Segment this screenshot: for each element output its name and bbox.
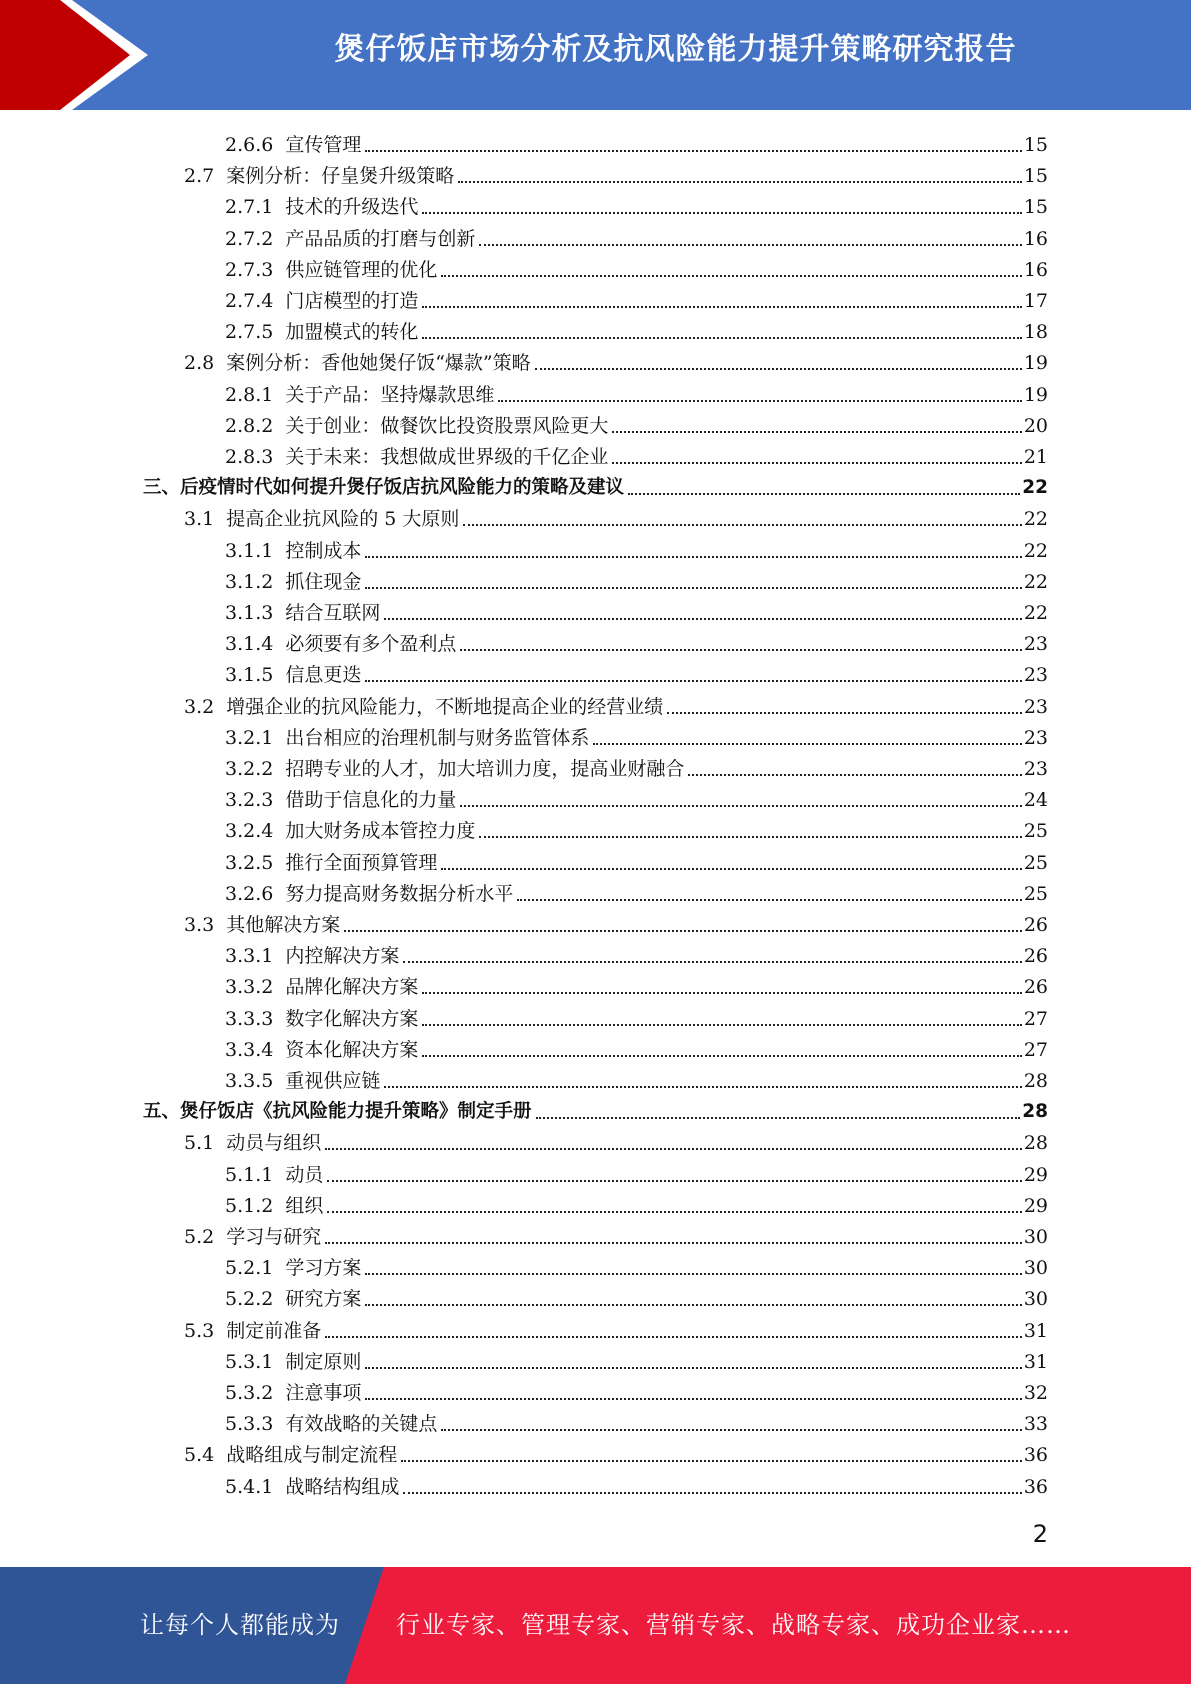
toc-entry-text — [225, 601, 380, 625]
toc-entry[interactable] — [225, 1000, 1048, 1031]
page-number: 2 — [1032, 1520, 1048, 1548]
toc-entry-page: 31 — [1023, 1350, 1048, 1373]
toc-entry[interactable] — [225, 1156, 1048, 1187]
toc-entry[interactable] — [225, 781, 1048, 812]
toc-entry-number: 3.1.5 — [225, 664, 274, 687]
toc-entry-page: 25 — [1023, 882, 1048, 905]
toc-entry-number: 3.2 — [184, 695, 215, 718]
toc-entry-number: 5.3 — [184, 1319, 215, 1342]
toc-dot-leader — [593, 743, 1021, 745]
toc-entry-page: 19 — [1023, 383, 1048, 406]
toc-entry[interactable] — [225, 376, 1048, 407]
toc-dot-leader — [460, 649, 1021, 651]
toc-entry-title: 信息更迭 — [285, 664, 362, 687]
toc-entry-page: 28 — [1023, 1070, 1048, 1092]
toc-entry-text — [143, 1100, 532, 1124]
toc-entry-page: 19 — [1023, 352, 1048, 375]
toc-dot-leader — [384, 618, 1021, 620]
toc-entry[interactable] — [225, 1343, 1048, 1374]
toc-entry-text — [184, 164, 454, 188]
toc-entry-title: 注意事项 — [285, 1382, 362, 1404]
toc-dot-leader — [327, 1180, 1021, 1182]
toc-dot-leader — [365, 1398, 1021, 1400]
toc-entry-title: 五、煲仔饭店《抗风险能力提升策略》制定手册 — [143, 1101, 532, 1123]
toc-entry-page: 15 — [1023, 165, 1048, 188]
toc-entry[interactable] — [184, 906, 1048, 937]
toc-entry-number: 3.3.5 — [225, 1070, 274, 1092]
toc-entry-title: 加大财务成本管控力度 — [285, 820, 476, 843]
toc-dot-leader — [441, 275, 1021, 277]
toc-entry[interactable] — [184, 344, 1048, 375]
toc-entry-page: 23 — [1023, 726, 1048, 749]
toc-entry-text — [225, 1381, 361, 1405]
toc-entry-text — [225, 663, 361, 687]
footer-roles: 行业专家、管理专家、营销专家、战略专家、成功企业家…… — [396, 1611, 1071, 1639]
toc-entry-title: 控制成本 — [285, 539, 362, 562]
toc-dot-leader — [422, 212, 1021, 214]
toc-entry[interactable] — [184, 1312, 1048, 1343]
toc-entry-title: 出台相应的治理机制与财务监管体系 — [285, 726, 590, 749]
toc-entry-text — [225, 1163, 323, 1187]
toc-entry[interactable] — [184, 1218, 1048, 1249]
toc-entry-number: 5.1 — [184, 1132, 215, 1155]
toc-dot-leader — [628, 493, 1020, 495]
toc-entry-title: 战略结构组成 — [285, 1475, 400, 1498]
toc-entry-text — [225, 539, 361, 563]
toc-entry-page: 27 — [1023, 1038, 1048, 1061]
toc-entry-number: 3.1.4 — [225, 633, 274, 656]
toc-entry-text — [184, 1319, 321, 1343]
toc-entry-text — [225, 975, 418, 999]
toc-entry-number: 3.3.4 — [225, 1038, 274, 1061]
toc-entry-title: 产品品质的打磨与创新 — [285, 227, 476, 250]
toc-entry-page: 31 — [1023, 1319, 1048, 1342]
toc-dot-leader — [365, 587, 1021, 589]
toc-entry-number: 3.2.5 — [225, 851, 274, 874]
toc-dot-leader — [667, 712, 1022, 714]
toc-entry-text — [225, 570, 361, 594]
toc-dot-leader — [401, 1460, 1022, 1462]
toc-entry-text — [225, 1007, 418, 1031]
toc-entry-number: 3.1.1 — [225, 539, 274, 562]
toc-entry-text — [225, 632, 456, 656]
toc-entry[interactable] — [225, 937, 1048, 968]
toc-entry-page: 26 — [1023, 976, 1048, 999]
toc-entry-number: 5.3.2 — [225, 1382, 274, 1404]
toc-entry-page: 15 — [1023, 134, 1048, 156]
toc-entry-page: 28 — [1023, 1132, 1048, 1155]
toc-entry[interactable] — [225, 875, 1048, 906]
toc-entry[interactable] — [225, 251, 1048, 282]
toc-entry[interactable] — [225, 188, 1048, 219]
toc-dot-leader — [612, 431, 1021, 433]
toc-dot-leader — [612, 462, 1021, 464]
toc-entry[interactable] — [184, 500, 1048, 531]
toc-entry[interactable] — [225, 313, 1048, 344]
toc-entry-number: 3.3.2 — [225, 976, 274, 999]
toc-entry-number: 2.8.3 — [225, 446, 274, 468]
toc-entry[interactable] — [225, 282, 1048, 313]
toc-entry[interactable] — [225, 1405, 1048, 1436]
toc-entry-number: 3.2.6 — [225, 882, 274, 905]
toc-entry-text — [225, 1069, 380, 1093]
toc-entry-text — [225, 1287, 361, 1311]
toc-entry-page: 23 — [1023, 664, 1048, 687]
toc-entry-text — [225, 819, 475, 843]
toc-entry-page: 30 — [1023, 1288, 1048, 1311]
toc-entry-text — [225, 757, 684, 781]
toc-entry-page: 29 — [1023, 1194, 1048, 1217]
toc-entry-title: 推行全面预算管理 — [285, 851, 438, 874]
toc-dot-leader — [458, 181, 1022, 183]
toc-entry[interactable] — [225, 1249, 1048, 1280]
toc-entry-text — [225, 258, 437, 282]
toc-entry-number: 2.8 — [184, 352, 215, 375]
toc-dot-leader — [344, 930, 1022, 932]
toc-entry-title: 招聘专业的人才，加大培训力度，提高业财融合 — [285, 758, 685, 780]
toc-entry-text — [225, 133, 361, 157]
toc-entry[interactable] — [225, 719, 1048, 750]
toc-entry-number: 2.7.2 — [225, 227, 274, 250]
toc-dot-leader — [325, 1148, 1022, 1150]
toc-entry-title: 门店模型的打造 — [285, 290, 419, 312]
toc-entry-title: 案例分析：仔皇煲升级策略 — [226, 165, 455, 188]
toc-entry[interactable] — [225, 594, 1048, 625]
toc-entry-page: 16 — [1023, 258, 1048, 281]
toc-entry-number: 3.2.2 — [225, 758, 274, 780]
toc-entry[interactable] — [225, 220, 1048, 251]
toc-entry-text — [225, 414, 608, 438]
toc-entry-title: 其他解决方案 — [226, 914, 341, 936]
toc-entry-number: 3.3 — [184, 914, 215, 936]
toc-dot-leader — [479, 836, 1021, 838]
toc-entry[interactable] — [225, 968, 1048, 999]
toc-entry[interactable] — [225, 750, 1048, 781]
toc-entry-text — [225, 227, 475, 251]
toc-entry-number: 3.2.4 — [225, 820, 274, 843]
toc-dot-leader — [441, 868, 1021, 870]
toc-entry-page: 25 — [1023, 851, 1048, 874]
toc-dot-leader — [517, 899, 1021, 901]
toc-entry-number: 3.2.1 — [225, 726, 274, 749]
toc-entry-title: 组织 — [285, 1194, 324, 1217]
toc-entry[interactable] — [143, 469, 1048, 500]
toc-entry-page: 22 — [1023, 602, 1048, 624]
toc-entry-number: 2.7.5 — [225, 321, 274, 344]
toc-entry-page: 23 — [1023, 758, 1048, 780]
toc-entry[interactable] — [225, 1187, 1048, 1218]
toc-entry-title: 重视供应链 — [285, 1070, 381, 1092]
toc-entry-number: 2.7.4 — [225, 290, 274, 312]
toc-dot-leader — [365, 150, 1021, 152]
toc-entry-text — [225, 1038, 418, 1062]
toc-entry[interactable] — [225, 1374, 1048, 1405]
toc-entry-page: 22 — [1022, 477, 1048, 499]
toc-dot-leader — [403, 961, 1021, 963]
toc-entry-title: 抓住现金 — [285, 570, 362, 593]
toc-entry-number: 2.6.6 — [225, 134, 274, 156]
toc-entry-page: 30 — [1023, 1257, 1048, 1280]
toc-entry-number: 2.8.1 — [225, 383, 274, 406]
toc-entry-text — [225, 726, 589, 750]
toc-entry-text — [225, 320, 418, 344]
toc-entry[interactable] — [184, 1436, 1048, 1467]
toc-dot-leader — [325, 1242, 1022, 1244]
toc-entry-page: 36 — [1023, 1444, 1048, 1467]
toc-entry[interactable] — [225, 1280, 1048, 1311]
toc-entry-text — [225, 882, 513, 906]
toc-dot-leader — [325, 1336, 1022, 1338]
toc-entry-page: 20 — [1023, 414, 1048, 437]
toc-dot-leader — [422, 1055, 1021, 1057]
toc-dot-leader — [327, 1211, 1021, 1213]
page-footer — [0, 1567, 1191, 1684]
toc-entry-page: 24 — [1023, 789, 1048, 812]
toc-entry-title: 三、后疫情时代如何提升煲仔饭店抗风险能力的策略及建议 — [143, 477, 625, 499]
toc-entry-title: 动员与组织 — [226, 1132, 322, 1155]
toc-entry-number: 5.1.1 — [225, 1163, 274, 1186]
toc-entry-title: 关于产品：坚持爆款思维 — [285, 383, 495, 406]
toc-dot-leader — [365, 1367, 1021, 1369]
toc-entry-page: 33 — [1023, 1413, 1048, 1436]
toc-entry-text — [184, 1225, 321, 1249]
toc-entry-page: 21 — [1023, 446, 1048, 468]
toc-dot-leader — [463, 524, 1021, 526]
toc-entry-page: 22 — [1023, 508, 1048, 531]
toc-entry-title: 制定前准备 — [226, 1319, 322, 1342]
toc-entry[interactable] — [225, 438, 1048, 469]
toc-entry-title: 有效战略的关键点 — [285, 1413, 438, 1436]
toc-entry-number: 5.1.2 — [225, 1194, 274, 1217]
toc-entry-number: 3.1.3 — [225, 602, 274, 624]
toc-entry-text — [184, 695, 663, 719]
page-header — [0, 0, 1191, 110]
toc-entry-number: 5.2 — [184, 1226, 215, 1248]
toc-entry-text — [184, 1443, 397, 1467]
toc-entry-page: 27 — [1023, 1007, 1048, 1030]
toc-entry[interactable] — [225, 625, 1048, 656]
toc-entry-title: 技术的升级迭代 — [285, 196, 419, 219]
toc-entry-page: 32 — [1023, 1382, 1048, 1404]
toc-entry-title: 借助于信息化的力量 — [285, 789, 457, 812]
toc-entry-title: 品牌化解决方案 — [285, 976, 419, 999]
toc-entry[interactable] — [225, 656, 1048, 687]
toc-dot-leader — [422, 992, 1021, 994]
toc-entry-title: 增强企业的抗风险能力，不断地提高企业的经营业绩 — [226, 695, 664, 718]
toc-entry-title: 加盟模式的转化 — [285, 321, 419, 344]
toc-entry-title: 资本化解决方案 — [285, 1038, 419, 1061]
toc-entry-text — [225, 1475, 399, 1499]
header-title: 煲仔饭店市场分析及抗风险能力提升策略研究报告 — [334, 32, 1017, 67]
toc-entry-title: 关于未来：我想做成世界级的千亿企业 — [285, 446, 609, 468]
toc-entry-page: 18 — [1023, 321, 1048, 344]
toc-entry-page: 22 — [1023, 570, 1048, 593]
toc-dot-leader — [441, 1429, 1021, 1431]
toc-entry-page: 29 — [1023, 1163, 1048, 1186]
toc-dot-leader — [384, 1086, 1021, 1088]
toc-entry-page: 17 — [1023, 290, 1048, 312]
toc-entry[interactable] — [225, 1468, 1048, 1499]
toc-entry[interactable] — [225, 812, 1048, 843]
toc-entry-number: 2.7 — [184, 165, 215, 188]
toc-dot-leader — [365, 680, 1021, 682]
toc-entry-page: 22 — [1023, 539, 1048, 562]
toc-entry-text — [225, 1194, 323, 1218]
toc-entry-page: 23 — [1023, 695, 1048, 718]
toc-dot-leader — [498, 400, 1021, 402]
toc-entry-page: 30 — [1023, 1226, 1048, 1248]
toc-entry-text — [143, 476, 624, 500]
toc-entry-page: 25 — [1023, 820, 1048, 843]
toc-dot-leader — [536, 1117, 1021, 1119]
toc-entry-title: 战略组成与制定流程 — [226, 1444, 398, 1467]
toc-entry-page: 16 — [1023, 227, 1048, 250]
toc-entry-title: 研究方案 — [285, 1288, 362, 1311]
toc-dot-leader — [422, 337, 1021, 339]
toc-entry-number: 3.3.3 — [225, 1007, 274, 1030]
toc-dot-leader — [365, 556, 1021, 558]
toc-entry-title: 内控解决方案 — [285, 945, 400, 968]
toc-entry-title: 案例分析：香他她煲仔饭“爆款”策略 — [226, 352, 531, 375]
toc-entry[interactable] — [225, 1062, 1048, 1093]
toc-entry-title: 宣传管理 — [285, 134, 362, 156]
toc-entry-title: 供应链管理的优化 — [285, 258, 438, 281]
toc-entry[interactable] — [225, 532, 1048, 563]
toc-entry-title: 关于创业：做餐饮比投资股票风险更大 — [285, 414, 609, 437]
toc-entry-number: 2.7.3 — [225, 258, 274, 281]
toc-entry-number: 5.2.1 — [225, 1257, 274, 1280]
toc-entry-text — [225, 1256, 361, 1280]
toc-entry-number: 5.3.1 — [225, 1350, 274, 1373]
toc-entry-text — [225, 1412, 437, 1436]
toc-entry-number: 2.7.1 — [225, 196, 274, 219]
toc-entry-number: 2.8.2 — [225, 414, 274, 437]
toc-entry-title: 提高企业抗风险的 5 大原则 — [226, 508, 460, 531]
toc-dot-leader — [535, 368, 1022, 370]
toc-dot-leader — [460, 805, 1021, 807]
toc-entry-page: 15 — [1023, 196, 1048, 219]
toc-entry-title: 努力提高财务数据分析水平 — [285, 882, 514, 905]
toc-entry-text — [225, 944, 399, 968]
toc-dot-leader — [688, 774, 1021, 776]
toc-entry-text — [225, 851, 437, 875]
toc-entry-page: 23 — [1023, 633, 1048, 656]
toc-entry-text — [184, 913, 340, 937]
toc-entry-text — [225, 788, 456, 812]
toc-entry-page: 26 — [1023, 945, 1048, 968]
toc-entry-number: 3.1.2 — [225, 570, 274, 593]
toc-entry[interactable] — [225, 563, 1048, 594]
toc-entry-text — [225, 289, 418, 313]
toc-entry-number: 3.2.3 — [225, 789, 274, 812]
toc-entry[interactable] — [225, 407, 1048, 438]
toc-dot-leader — [479, 244, 1021, 246]
toc-entry-page: 36 — [1023, 1475, 1048, 1498]
toc-entry-text — [184, 1131, 321, 1155]
toc-entry-number: 5.4.1 — [225, 1475, 274, 1498]
toc-entry-title: 学习方案 — [285, 1257, 362, 1280]
toc-entry-number: 5.4 — [184, 1444, 215, 1467]
toc-entry-number: 3.3.1 — [225, 945, 274, 968]
toc-dot-leader — [422, 1024, 1021, 1026]
toc-entry-number: 5.2.2 — [225, 1288, 274, 1311]
toc-entry-text — [225, 195, 418, 219]
toc-entry-title: 制定原则 — [285, 1350, 362, 1373]
toc-entry-page: 26 — [1023, 914, 1048, 936]
toc-entry-text — [184, 507, 459, 531]
toc-entry[interactable] — [184, 1124, 1048, 1155]
toc-entry-title: 结合互联网 — [285, 602, 381, 624]
toc-dot-leader — [403, 1492, 1021, 1494]
toc-entry-title: 必须要有多个盈利点 — [285, 633, 457, 656]
toc-entry-text — [225, 1350, 361, 1374]
footer-slogan: 让每个人都能成为 — [140, 1611, 340, 1639]
toc-entry[interactable] — [184, 157, 1048, 188]
toc-entry-number: 5.3.3 — [225, 1413, 274, 1436]
toc-entry-page: 28 — [1022, 1101, 1048, 1123]
toc-entry-title: 动员 — [285, 1163, 324, 1186]
toc-entry-number: 3.1 — [184, 508, 215, 531]
toc-dot-leader — [365, 1304, 1021, 1306]
toc-entry-title: 学习与研究 — [226, 1226, 322, 1248]
toc-entry[interactable] — [225, 844, 1048, 875]
toc-entry[interactable] — [143, 1093, 1048, 1124]
toc-entry[interactable] — [225, 1031, 1048, 1062]
toc-entry[interactable] — [225, 126, 1048, 157]
toc-entry-text — [184, 351, 531, 375]
toc-entry-text — [225, 383, 494, 407]
toc-entry-title: 数字化解决方案 — [285, 1007, 419, 1030]
toc-entry[interactable] — [184, 688, 1048, 719]
toc-entry-text — [225, 445, 608, 469]
toc-dot-leader — [365, 1273, 1021, 1275]
toc-dot-leader — [422, 306, 1021, 308]
